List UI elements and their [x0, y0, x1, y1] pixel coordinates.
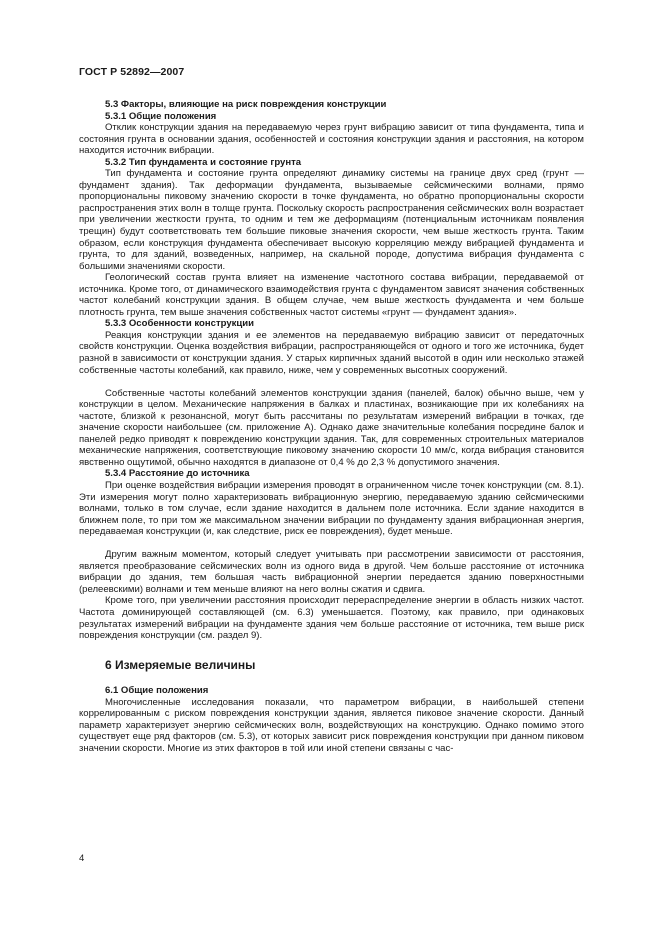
paragraph: При оценке воздействия вибрации измерения проводят в ограниченном числе точек конструкции (см. 8.1). Эти измерения могут полно характеризовать вибрационную энергию, передаваемую зданию сейсмическими волнами, только в том случае, если здание находится в дальнем поле источника. Если здание находится в ближнем поле, то при том же максимальном значении вибрации по фундаменту здания вибрационная энергия, передаваемая конструкции (и, как следствие, риск ее повреждения), будет меньше. — [79, 480, 584, 538]
section-5-3-2-title: 5.3.2 Тип фундамента и состояние грунта — [105, 156, 302, 168]
document-body — [79, 99, 584, 754]
paragraph: Кроме того, при увеличении расстояния происходит перераспределение энергии в область низких частот. Частота доминирующей составляющей (см. 6.3) уменьшается. Поэтому, как правило, при одинаковых результатах измерений вибрации на фундаменте здания чем больше расстояние от источника, тем выше риск повреждения конструкции (см. раздел 9). — [79, 595, 584, 642]
paragraph: Геологический состав грунта влияет на изменение частотного состава вибрации, передаваемой от источника. Кроме того, от динамического взаимодействия грунта с фундаментом зависят значения собственных частот колебаний конструкции здания. В общем случае, чем выше жесткость фундамента и чем больше плотность грунта, тем выше значения собственных частот системы «грунт — фундамент здания». — [79, 272, 584, 318]
section-6-title: 6 Измеряемые величины — [105, 657, 256, 672]
section-6-1-title: 6.1 Общие положения — [105, 685, 209, 697]
paragraph: Собственные частоты колебаний элементов конструкции здания (панелей, балок) обычно выше, чем у конструкции в целом. Механические напряжения в балках и пластинах, возникающие при их колебаниях на частоте, близкой к резонансной, могут быть рассчитаны по результатам измерений вибрации в точках, где значение скорости наибольшее (см. приложение А). Однако даже значительные колебания посредине балок и панелей редко приводят к повреждению конструкции здания. Так, для современных строительных материалов механические напряжения, соответствующие пиковому значению скорости 10 мм/с, когда вибрация становится явственно ощутимой, обычно находятся в диапазоне от 0,4 % до 2,3 % допустимого значения. — [79, 387, 584, 468]
section-5-3-title: 5.3 Факторы, влияющие на риск повреждения конструкции — [105, 99, 387, 110]
document-header: ГОСТ Р 52892—2007 — [79, 66, 185, 78]
section-5-3-1-title: 5.3.1 Общие положения — [105, 110, 217, 122]
paragraph: Многочисленные исследования показали, что параметром вибрации, в наибольшей степени коррелированным с риском повреждения конструкции здания, является пиковое значение скорости. Данный параметр характеризует энергию сейсмических волн, воздействующих на конструкцию. Однако помимо этого существует еще ряд факторов (см. 5.3), от которых зависит риск повреждения конструкции при данном пиковом значении скорости. Многие из этих факторов в той или иной степени связаны с час- — [79, 696, 584, 754]
paragraph: Тип фундамента и состояние грунта определяют динамику системы на границе двух сред (грунт — фундамент здания). Так деформации фундамента, вызываемые сейсмическими волнами, прямо пропорциональны пиковому значению скорости в точке фундамента, но обратно пропорциональны скорости распространения этих волн в толще грунта. Поскольку скорость распространения сейсмических волн возрастает при увеличении жесткости грунта, то одним и тем же деформациям (потенциальным источникам появления трещин) будут соответствовать тем большие пиковые значения скорости, чем выше жесткость грунта. Таким образом, если конструкция фундамента обеспечивает высокую корреляцию между вибрацией фундамента и грунта, то для зданий, возведенных, например, на скальной породе, допустима вибрация фундамента с большими значениями скорости. — [79, 168, 584, 272]
paragraph: Другим важным моментом, который следует учитывать при рассмотрении зависимости от расстояния, является преобразование сейсмических волн из одного вида в другой. Чем больше расстояние от источника вибрации до здания, тем большая часть вибрационной энергии передается зданию поверхностными (релеевскими) волнами и тем меньше влияют на него волны сжатия и сдвига. — [79, 549, 584, 595]
section-5-3-3-title: 5.3.3 Особенности конструкции — [105, 318, 255, 330]
page-number: 4 — [79, 853, 85, 864]
paragraph: Реакция конструкции здания и ее элементов на передаваемую вибрацию зависит от передаточных свойств конструкции. Оценка воздействия вибрации, распространяющейся от одного и того же источника, будет разной в зависимости от конструкции здания. У старых кирпичных зданий высотой в один или несколько этажей собственные частоты колебаний, как правило, ниже, чем у современных высотных сооружений. — [79, 329, 584, 376]
paragraph: Отклик конструкции здания на передаваемую через грунт вибрацию зависит от типа фундамента, типа и состояния грунта в основании здания, особенностей и состояния конструкции здания и расстояния, на котором находится источник вибрации. — [79, 122, 584, 157]
section-5-3-4-title: 5.3.4 Расстояние до источника — [105, 468, 250, 480]
